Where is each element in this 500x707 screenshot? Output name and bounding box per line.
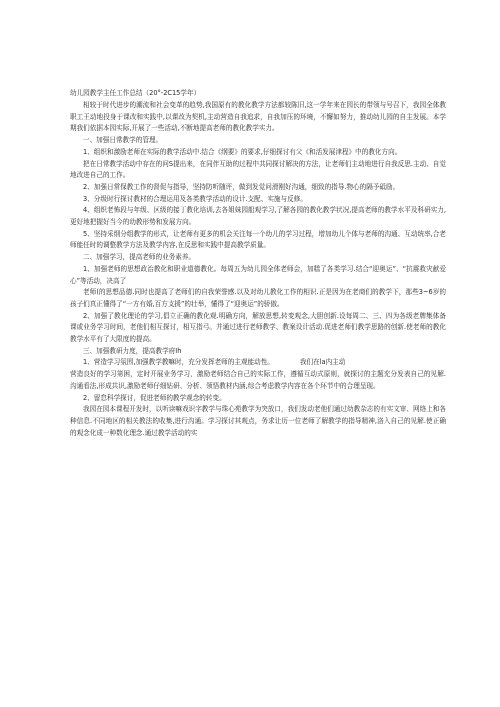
paragraph-text: 5、坚持采纲分组教学的形式，让老师有更多的机会关注每一个幼儿的学习过程，增加幼儿个体与老师的沟通、互动统率,合老师能任时的调整教学方法及教学内容,在反思和实践中提高教学质量。 [70, 229, 446, 250]
paragraph [70, 159, 446, 182]
paragraph-text: 三、加强教研力度，提高教学府Ih [83, 346, 182, 355]
paragraph-text: 相较于时代进步的潮流和社会变革的趋势,我国原有的教化教学方法都较陈旧,这一学年来在园长的带领与号召下，我园全体教职工王动地投身于课改和实践中,以课改为契机,主动营造自我追求，自我加压的环境，不懈如努力，推动幼儿园的自主发展。本学期我们依据本园实际,开展了一些活动,不断地提高老师的教化教学实力。 [70, 101, 446, 133]
document-body [70, 88, 446, 439]
paragraph-text: 把在日常教学活动中存在的问S提出来，在同伴互助的过程中共同探讨解决的方法，让老师们主动地进行自我反思.主动、自觉地改进自己的工作。 [70, 159, 446, 180]
paragraph [70, 357, 446, 369]
paragraph-suffix: 我们在la内主动 [299, 358, 346, 367]
paragraph-text: 2、加强日常保教工作的督促与指导，坚持防听随评，做到发觉问滑刚好沟通，细致的指导.物心的隔予砥励。 [83, 182, 400, 191]
paragraph-text: 4、组织老怖段与年级、区级的接丁教化培训,去各姐妹园船观学习,了解各园的教化教学状况,提高老师的教学水平及科研实力,更好地把握好当今的幼教形势和发展方向。 [70, 206, 446, 227]
paragraph [70, 404, 446, 439]
paragraph-text: 一、加强日常教学的管理。 [83, 136, 163, 145]
paragraph [70, 194, 446, 206]
paragraph-text: 3、分级时行探讨教材的合理运用及各类教学活动的设计.支配、实施与反修。 [83, 194, 307, 203]
paragraph-text: 2、留怠科学探讨，促进老师的教学观念的转变。 [83, 393, 226, 402]
paragraph [70, 100, 446, 135]
paragraph-text: 2、加强了教化理论的学习,倡立正确的教化观.明确方向，解放思想,转变观念,大胆创新.设每周二、三、四为各级老牌集体备课或业务学习时间，老他们相互探讨，相互指弓。并通过进行老师教学、教案设计活动.促进老师们教学思路的创新.使老师的教化教学水平有了大限度的提高。 [70, 311, 446, 344]
paragraph [70, 205, 446, 228]
paragraph-text: 1、加强老师的思想政治教化和职业道德教化。每周五为幼儿园全体老师会，加糕了各类学习.结合“迎奥运”、“抗震救灾献爱心”等活动，决高了 [70, 264, 446, 285]
paragraph-text: 我园在园本课程开发时，以听读嘛戏识字教学与珠心苑教学为突放口，我们发动老他们通过幼教杂志的有实文审、网络上和各种信息.不同地区的相关教法的收集,进行沟通。学习探讨其观点，务求让历一位老师了解教学的指导精神,洛入自己的见解.使正确的观念化成一种数化理念.通过教学活动的实 [70, 405, 446, 437]
section-heading [70, 135, 446, 147]
paragraph [70, 182, 446, 194]
paragraph [70, 393, 446, 405]
section-heading [70, 252, 446, 264]
paragraph-list [70, 100, 446, 439]
paragraph-text: 二、加强学习，提高老师的业务素养。 [83, 253, 196, 262]
paragraph-text: 营造良好的学习第困，定时开展业务学习，激励老师结合自己的实际工作，遵循互动式原则，就探讨的主题充分发表自己的见解.沟通看法,形成共识,激励老师仔细钻研、分析、领悟教材内涵,综合考虑教学内容在各个环节中的合理呈现。 [70, 370, 446, 390]
paragraph [70, 369, 446, 392]
paragraph-text: 1、营造学习氛围,加强教学教嘛时，充分发挥老师的主观能动性。 [83, 358, 274, 367]
paragraph [70, 264, 446, 287]
paragraph [70, 229, 446, 252]
paragraph-text: 1、组织和激励老师在实际的教学活动中.结合《纲要》的要求,仔细探讨有父《和活发展津程》中的教化方向。 [83, 147, 402, 156]
paragraph-text: 老师(的思想品德.同时也提高了老师们的自我荣誉感.以及对幼儿教化工作的相识.正是因为在老商们的教学下，那些3~6岁的孩子们真正懂得了“一方有婚,百方支援”的壮举，懂得了“迎奥运”的骄傲。 [70, 288, 446, 308]
paragraph [70, 287, 446, 310]
document-title: 幼儿园教学主任工作总结（20°-2C15学年） [70, 89, 201, 97]
paragraph [70, 147, 446, 159]
paragraph [70, 311, 446, 346]
section-heading [70, 346, 446, 358]
